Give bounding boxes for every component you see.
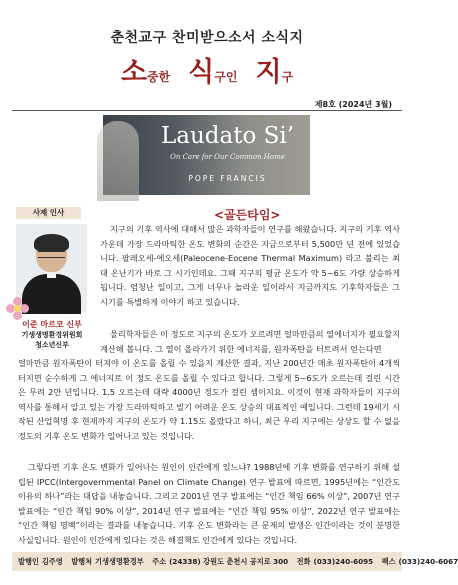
issue-number: 제8호 (2024년 3월)	[314, 100, 392, 109]
article-subtitle: <골든타임>	[214, 208, 281, 222]
publisher-value: 김주영	[41, 557, 63, 566]
fax-label: 팩스	[381, 557, 396, 566]
banner-subtitle: On Care for Our Common Home	[170, 153, 285, 161]
title-char-2: 식	[188, 57, 215, 88]
author-role-2: 청소년신부	[35, 341, 69, 349]
author-byline	[12, 320, 92, 350]
pope-photo	[97, 121, 139, 201]
author-name: 이준 마르코 신부	[22, 320, 82, 329]
title-char-1: 소	[120, 57, 147, 88]
footer-info	[12, 552, 458, 571]
newsletter-title	[0, 50, 414, 89]
header-divider	[12, 110, 402, 111]
address-value: (24338) 강원도 춘천시 공지로 300	[169, 557, 289, 566]
article-paragraph-1: 지구의 기후 역사에 대해서 많은 과학자들이 연구를 해왔습니다. 지구의 기후 역사 가운데 가장 드라마틱한 온도 변화의 순간은 지금으로부터 5,500만 년 전에 있었습니다. 팔레오세-에오세(Paleocene-Eocene Thermal Maximum) 라고 불리는 최대 온난기가 바로 그 시기인데요. 그때 지구의 평균 온도가 약 5~6도 가량 상승하게 됩니다. 엄청난 일이고, 그게 너무나 놀라운 일이라서 지금까지도 기후학자들은 그 시기를 특별하게 이야기 하고 있습니다.	[100, 224, 400, 307]
address-label: 주소	[152, 557, 167, 566]
banner-title: Laudato Si’	[160, 123, 295, 149]
publisher-label: 발행인	[18, 557, 39, 566]
fax-value: (033)240-6067	[398, 557, 458, 566]
flower-icon	[6, 297, 30, 321]
author-role-1: 기생생명환경위원회	[21, 331, 83, 339]
article-paragraph-2: 물리학자들은 이 정도로 지구의 온도가 오르려면 얼마만큼의 열에너지가 필요할지 계산해 봅니다. 그 열이 올라가기 위한 에너지를, 원자폭탄을 터트려서 얻는다면	[100, 329, 400, 354]
article-paragraph-3: 그렇다면 기후 온도 변화가 일어나는 원인이 인간에게 있느냐? 1988년에 기후 변화를 연구하기 위해 설립된 IPCC(Intergovernmental Panel on Climate Change) 연구 발표에 따르면, 1995년에는 “인간도 이유의 하나”라는 대답을 내놓습니다. 그리고 2001년 연구 발표에는 “인간 책임 66% 이상”, 2007년 연구 발표에는 “인간 책임 90% 이상”, 2014년 연구 발표에는 “인간 책임 95% 이상”, 2022년 연구 발표에는 “인간 책임 명백”이라는 결과를 내놓습니다. 기후 온도 변화라는 큰 문제의 발생은 인간이라는 것이 분명한 사실입니다. 원인이 인간에게 있다는 것은 해결책도 인간에게 있다는 것입니다.	[18, 462, 400, 545]
article-paragraph-2-continued: 얼마만큼 원자폭탄이 터져야 이 온도를 올릴 수 있을지 계산한 결과, 지난 200년간 매초 원자폭탄이 4개씩 터지면 순수하게 그 에너지로 이 정도 온도를 올릴 수 있다고 합니다. 그렇게 5~6도가 오르는데 걸린 시간은 무려 2만 년입니다. 1.5 오르는데 대략 4000년 정도가 걸린 셈이지요. 이것이 현재 과학자들이 지구의 역사를 통해서 알고 있는 가장 드라마틱하고 빌기 어려운 온도 상승의 대표적인 예입니다. 그런데 19세기 시작된 산업혁명 후 현재까지 지구의 온도가 약 1.15도 올랐다고 하니, 최근 우리 지구에는 상상도 할 수 없을 정도의 기후 온도 변화가 일어나고 있는 것입니다.	[18, 358, 400, 441]
banner-author: POPE FRANCIS	[188, 174, 267, 183]
newsletter-header: 춘천교구 찬미받으소서 소식지	[110, 30, 304, 46]
laudato-si-banner	[103, 115, 310, 195]
section-badge: 사제 인사	[16, 207, 81, 219]
title-suffix-1: 중한	[146, 70, 171, 84]
issuer-label: 발행처	[71, 557, 93, 566]
title-char-3: 지	[255, 57, 282, 88]
phone-label: 전화	[296, 557, 311, 566]
title-suffix-3: 구	[281, 70, 294, 84]
issuer-value: 기생생명환경부	[95, 557, 144, 566]
phone-value: (033)240-6095	[313, 557, 374, 566]
title-suffix-2: 구인	[214, 70, 238, 84]
